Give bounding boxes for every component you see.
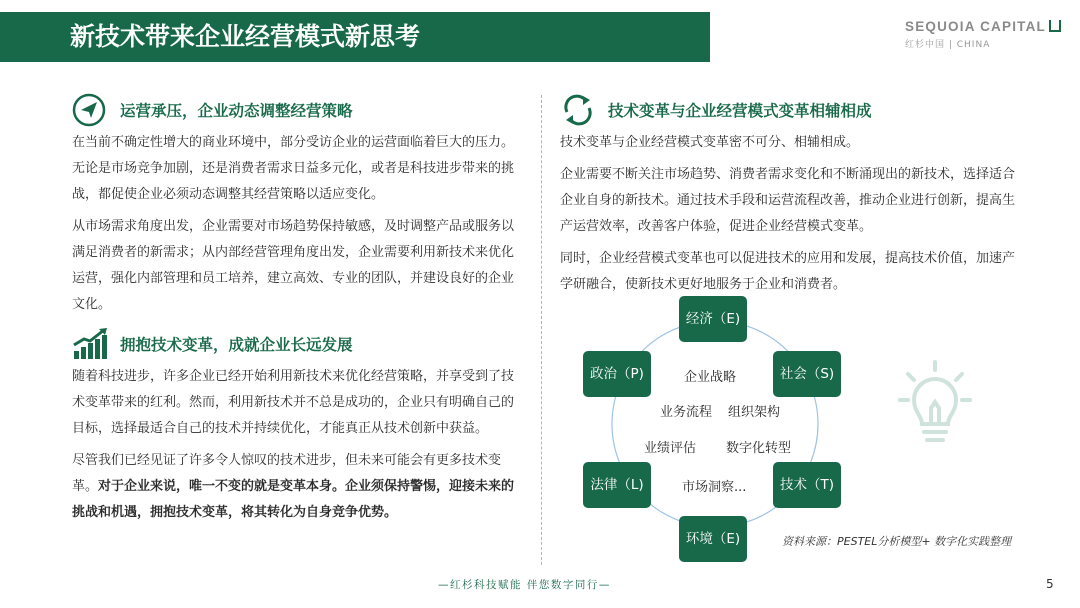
center-label-strategy: 企业战略 bbox=[684, 370, 737, 385]
section-synergy-title: 技术变革与企业经营模式变革相辅相成 bbox=[608, 102, 872, 120]
column-divider bbox=[541, 95, 542, 565]
left-column bbox=[72, 92, 520, 532]
section-operations-header bbox=[72, 92, 520, 128]
source-note: 资料来源：PESTEL分析模型+ 数字化实践整理 bbox=[782, 535, 1012, 548]
brand-logo bbox=[905, 19, 1061, 50]
footer-slogan: —红杉科技赋能 伴您数字同行— bbox=[438, 579, 611, 591]
node-political: 政治（P) bbox=[583, 351, 651, 397]
paragraph-bold-text: 对于企业来说，唯一不变的就是变革本身。企业须保持警惕，迎接未来的挑战和机遇，拥抱技术变革，将其转化为自身竞争优势。 bbox=[72, 479, 515, 520]
brand-name: SEQUOIA CAPITAL bbox=[905, 19, 1047, 34]
node-legal: 法律（L) bbox=[583, 462, 651, 508]
sequoia-mark-icon bbox=[1049, 20, 1061, 32]
section-synergy-paragraph-3: 同时，企业经营模式变革也可以促进技术的应用和发展，提高技术价值，加速产学研融合，使新技术更好地服务于企业和消费者。 bbox=[560, 251, 1016, 292]
section-operations-title: 运营承压，企业动态调整经营策略 bbox=[120, 102, 353, 120]
section-operations-paragraph-2: 从市场需求角度出发，企业需要对市场趋势保持敏感，及时调整产品或服务以满足消费者的新需求；从内部经营管理角度出发，企业需要利用新技术来优化运营，强化内部管理和员工培养，建立高效、专业的团队，并建设良好的企业文化。 bbox=[72, 219, 515, 312]
cycle-arrows-icon bbox=[560, 92, 600, 128]
section-operations-paragraph-1: 在当前不确定性增大的商业环境中，部分受访企业的运营面临着巨大的压力。无论是市场竞争加剧，还是消费者需求日益多元化，或者是科技进步带来的挑战，都促使企业必须动态调整其经营策略以适应变化。 bbox=[72, 135, 515, 202]
node-economic: 经济（E) bbox=[679, 296, 747, 342]
section-embrace-paragraph-1: 随着科技进步，许多企业已经开始利用新技术来优化经营策略，并享受到了技术变革带来的红利。然而，利用新技术并不总是成功的，企业只有明确自己的目标，选择最适合自己的技术并持续优化，才能真正从技术创新中获益。 bbox=[72, 369, 515, 436]
section-synergy-paragraph-2: 企业需要不断关注市场趋势、消费者需求变化和不断涌现出的新技术，选择适合企业自身的新技术。通过技术手段和运营流程改善，推动企业进行创新，提高生产运营效率，改善客户体验，促进企业经营模式变革。 bbox=[560, 167, 1016, 234]
node-social: 社会（S) bbox=[773, 351, 841, 397]
section-embrace-title: 拥抱技术变革，成就企业长远发展 bbox=[120, 336, 353, 354]
center-label-org: 组织架构 bbox=[728, 405, 781, 420]
page-title: 新技术带来企业经营模式新思考 bbox=[0, 12, 710, 62]
center-label-insight: 市场洞察... bbox=[682, 480, 747, 495]
pestel-diagram bbox=[580, 296, 860, 551]
section-synergy-header bbox=[560, 92, 1015, 128]
brand-subtitle: 红杉中国 | CHINA bbox=[905, 40, 991, 50]
section-embrace-paragraph-2 bbox=[72, 448, 520, 526]
page-number: 5 bbox=[1046, 577, 1054, 591]
center-label-digital: 数字化转型 bbox=[726, 441, 792, 456]
node-environment: 环境（E) bbox=[679, 516, 747, 562]
compass-arrow-icon bbox=[72, 92, 112, 128]
node-technology: 技术（T) bbox=[773, 462, 841, 508]
center-label-performance: 业绩评估 bbox=[644, 441, 697, 456]
center-label-process: 业务流程 bbox=[660, 405, 713, 420]
lightbulb-icon bbox=[898, 358, 972, 450]
paragraph-normal-text: 尽管我们已经见证了许多令人惊叹的技术进步，但未来可能会有更多技术变革。 bbox=[72, 453, 502, 494]
section-embrace-header bbox=[72, 326, 520, 362]
section-synergy-paragraph-1: 技术变革与企业经营模式变革密不可分、相辅相成。 bbox=[560, 135, 860, 150]
right-column bbox=[560, 92, 1015, 304]
growth-chart-icon bbox=[72, 326, 112, 362]
